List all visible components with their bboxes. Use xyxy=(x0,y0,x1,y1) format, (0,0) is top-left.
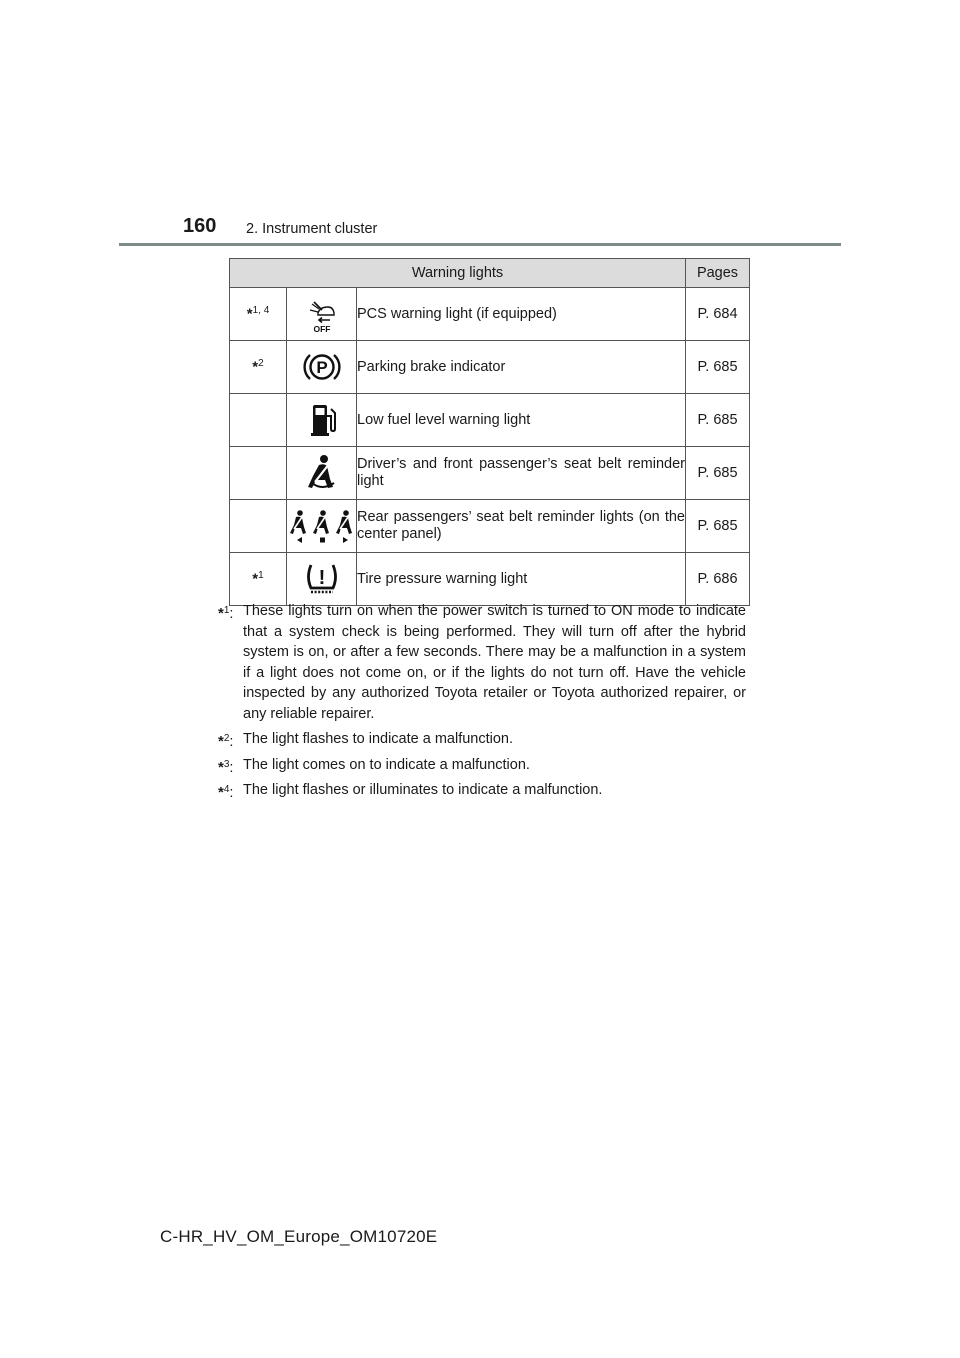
footnote-text: The light flashes to indicate a malfunction. xyxy=(243,731,514,747)
page-reference: P. 684 xyxy=(686,288,750,341)
fuel-pump-icon xyxy=(287,394,357,447)
light-description: Low fuel level warning light xyxy=(357,394,686,447)
footnote-2 xyxy=(218,729,746,750)
column-header-pages: Pages xyxy=(686,259,750,288)
page-reference: P. 685 xyxy=(686,447,750,500)
table-row xyxy=(230,447,750,500)
footnote-text: The light flashes or illuminates to indicate a malfunction. xyxy=(243,782,603,798)
page-reference: P. 685 xyxy=(686,341,750,394)
light-description: Parking brake indicator xyxy=(357,341,686,394)
footnote-4 xyxy=(218,780,746,801)
light-description: PCS warning light (if equipped) xyxy=(357,288,686,341)
footnote-text: The light comes on to indicate a malfunction. xyxy=(243,756,530,773)
tire-pressure-icon xyxy=(287,553,357,606)
pcs-off-icon xyxy=(287,288,357,341)
footnote-mark xyxy=(230,500,287,553)
table-row xyxy=(230,288,750,341)
footnote-mark: *$^1$ xyxy=(230,553,287,606)
light-description: Rear passengers’ seat belt reminder lights (on the center panel) xyxy=(357,500,686,553)
footnote-mark xyxy=(230,394,287,447)
column-header-warning-lights: Warning lights xyxy=(230,259,686,288)
section-title: 2. Instrument cluster xyxy=(246,221,378,237)
parking-brake-icon xyxy=(287,341,357,394)
page-reference: P. 685 xyxy=(686,500,750,553)
table-row xyxy=(230,500,750,553)
page-reference: P. 686 xyxy=(686,553,750,606)
footnote-key: *$^4$: xyxy=(218,784,234,801)
footnote-mark xyxy=(230,447,287,500)
footnote-key: *$^3$: xyxy=(218,758,234,776)
footnote-key: *$^2$: xyxy=(218,733,234,750)
footnote-mark: *$^2$ xyxy=(230,341,287,394)
document-code: C-HR_HV_OM_Europe_OM10720E xyxy=(160,1227,438,1246)
table-row xyxy=(230,341,750,394)
light-description: Tire pressure warning light xyxy=(357,553,686,606)
table-row xyxy=(230,394,750,447)
footnote-text: These lights turn on when the power switch is turned to ON mode to indicate that a system check is being performed. They will turn off after the hybrid system is on, or after a few seconds. There may be a malfunction in a system if a light does not come on, or if the lights do not turn off. Have the vehicle inspected by any authorized Toyota retailer or Toyota authorized repairer, or any reliable repairer. xyxy=(243,603,746,722)
seat-belt-icon xyxy=(287,447,357,500)
page-number: 160 xyxy=(183,215,217,237)
rear-seat-belts-icon xyxy=(287,500,357,553)
light-description: Driver’s and front passenger’s seat belt reminder light xyxy=(357,447,686,500)
table-header-row xyxy=(230,259,750,288)
tire-exclamation: ! xyxy=(318,567,325,589)
footnote-mark: *$^{1, 4}$ xyxy=(230,288,287,341)
footnote-key: *$^1$: xyxy=(218,605,234,622)
footnotes xyxy=(218,601,746,806)
table-row xyxy=(230,553,750,606)
warning-lights-table xyxy=(229,258,750,606)
header-rule xyxy=(119,243,841,246)
footnote-3 xyxy=(218,755,746,776)
page-reference: P. 685 xyxy=(686,394,750,447)
parking-letter: P xyxy=(315,358,328,377)
footnote-1 xyxy=(218,601,746,724)
pcs-off-label: OFF xyxy=(313,324,330,334)
